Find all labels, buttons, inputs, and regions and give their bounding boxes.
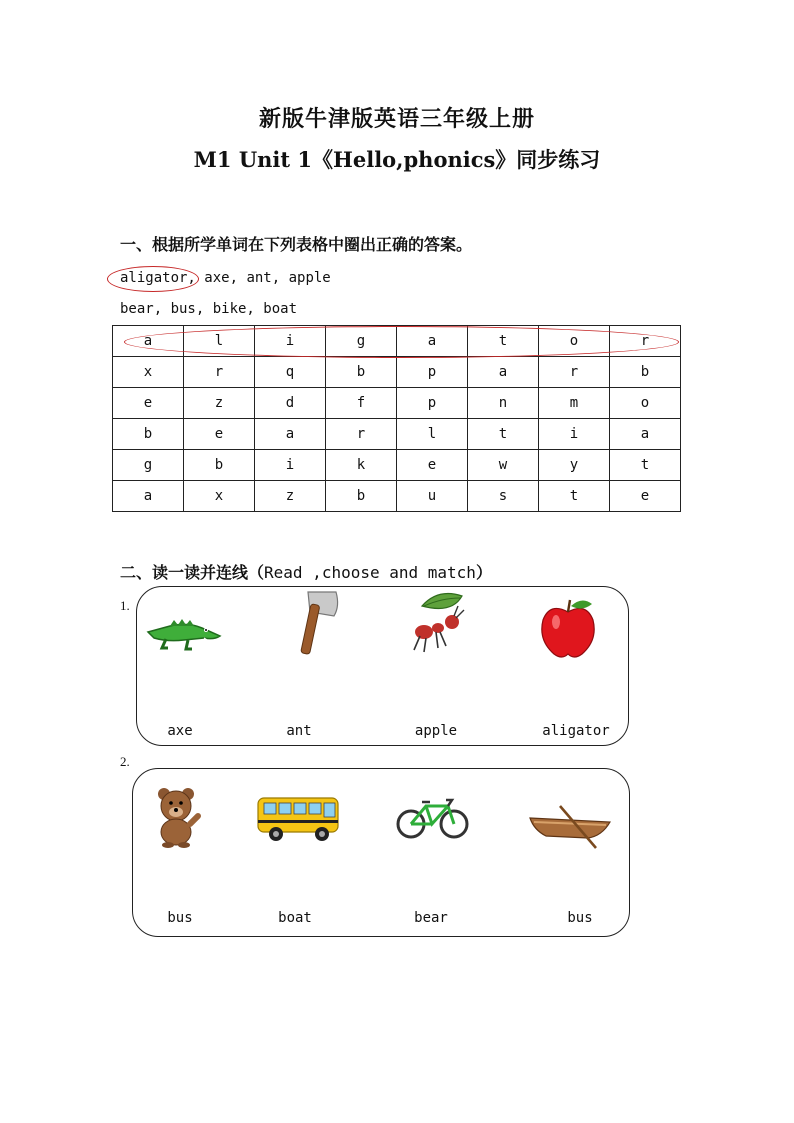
grid-cell: s — [468, 481, 539, 512]
grid-cell: t — [539, 481, 610, 512]
group1-label-4: aligator — [542, 723, 610, 739]
grid-cell: i — [255, 326, 326, 357]
group2-label-4: bus — [567, 910, 593, 926]
group1-label-3: apple — [414, 723, 458, 739]
grid-cell: l — [397, 419, 468, 450]
boat-image — [528, 804, 612, 850]
group2-label-2: boat — [278, 910, 312, 926]
grid-cell: r — [184, 357, 255, 388]
grid-cell: m — [539, 388, 610, 419]
grid-cell: a — [468, 357, 539, 388]
letter-grid — [112, 325, 681, 512]
grid-cell: e — [184, 419, 255, 450]
grid-cell: e — [397, 450, 468, 481]
axe-image — [290, 588, 342, 658]
grid-cell: i — [255, 450, 326, 481]
grid-cell: e — [610, 481, 681, 512]
grid-cell: b — [184, 450, 255, 481]
section2-heading: 二、读一读并连线（Read ,choose and match） — [120, 563, 492, 582]
grid-cell: b — [113, 419, 184, 450]
grid-cell: a — [113, 481, 184, 512]
grid-cell: x — [113, 357, 184, 388]
group2-label-1: bus — [167, 910, 193, 926]
grid-cell: e — [113, 388, 184, 419]
grid-cell: w — [468, 450, 539, 481]
group2-label-3: bear — [414, 910, 448, 926]
grid-cell: p — [397, 357, 468, 388]
school-bus-image — [256, 794, 344, 844]
bear-image — [152, 786, 202, 848]
grid-cell: t — [610, 450, 681, 481]
grid-cell: p — [397, 388, 468, 419]
grid-cell: r — [326, 419, 397, 450]
group1-label-2: ant — [286, 723, 312, 739]
grid-cell: a — [113, 326, 184, 357]
grid-cell: y — [539, 450, 610, 481]
grid-cell: g — [326, 326, 397, 357]
grid-cell: i — [539, 419, 610, 450]
grid-row — [113, 450, 681, 481]
grid-cell: r — [610, 326, 681, 357]
grid-cell: a — [397, 326, 468, 357]
grid-cell: f — [326, 388, 397, 419]
grid-cell: x — [184, 481, 255, 512]
grid-cell: b — [610, 357, 681, 388]
grid-cell: n — [468, 388, 539, 419]
word-list-line1 — [120, 270, 331, 286]
grid-cell: b — [326, 357, 397, 388]
grid-row — [113, 388, 681, 419]
grid-cell: q — [255, 357, 326, 388]
word-list-rest: axe, ant, apple — [204, 270, 331, 286]
page-title: 新版牛津版英语三年级上册 — [258, 106, 535, 132]
grid-cell: a — [610, 419, 681, 450]
grid-cell: d — [255, 388, 326, 419]
section1-heading: 一、根据所学单词在下列表格中圈出正确的答案。 — [120, 235, 473, 254]
group1-label-1: axe — [167, 723, 193, 739]
grid-cell: l — [184, 326, 255, 357]
example-word: aligator, — [120, 270, 196, 286]
ant-image — [408, 588, 472, 658]
grid-row — [113, 326, 681, 357]
group2-number: 2. — [120, 754, 130, 769]
grid-row — [113, 419, 681, 450]
grid-cell: g — [113, 450, 184, 481]
crocodile-image — [144, 606, 224, 654]
grid-cell: a — [255, 419, 326, 450]
apple-image — [538, 596, 598, 660]
grid-cell: k — [326, 450, 397, 481]
grid-row — [113, 357, 681, 388]
group1-number: 1. — [120, 598, 130, 613]
grid-cell: z — [255, 481, 326, 512]
grid-cell: o — [610, 388, 681, 419]
grid-cell: r — [539, 357, 610, 388]
grid-cell: t — [468, 419, 539, 450]
grid-cell: b — [326, 481, 397, 512]
grid-cell: o — [539, 326, 610, 357]
page-subtitle: M1 Unit 1《Hello,phonics》同步练习 — [193, 147, 601, 172]
grid-cell: z — [184, 388, 255, 419]
bike-image — [396, 796, 470, 840]
section2-heading-en: Read ,choose and match — [264, 563, 476, 582]
grid-cell: t — [468, 326, 539, 357]
grid-row — [113, 481, 681, 512]
word-list-line2: bear, bus, bike, boat — [120, 301, 298, 317]
grid-cell: u — [397, 481, 468, 512]
